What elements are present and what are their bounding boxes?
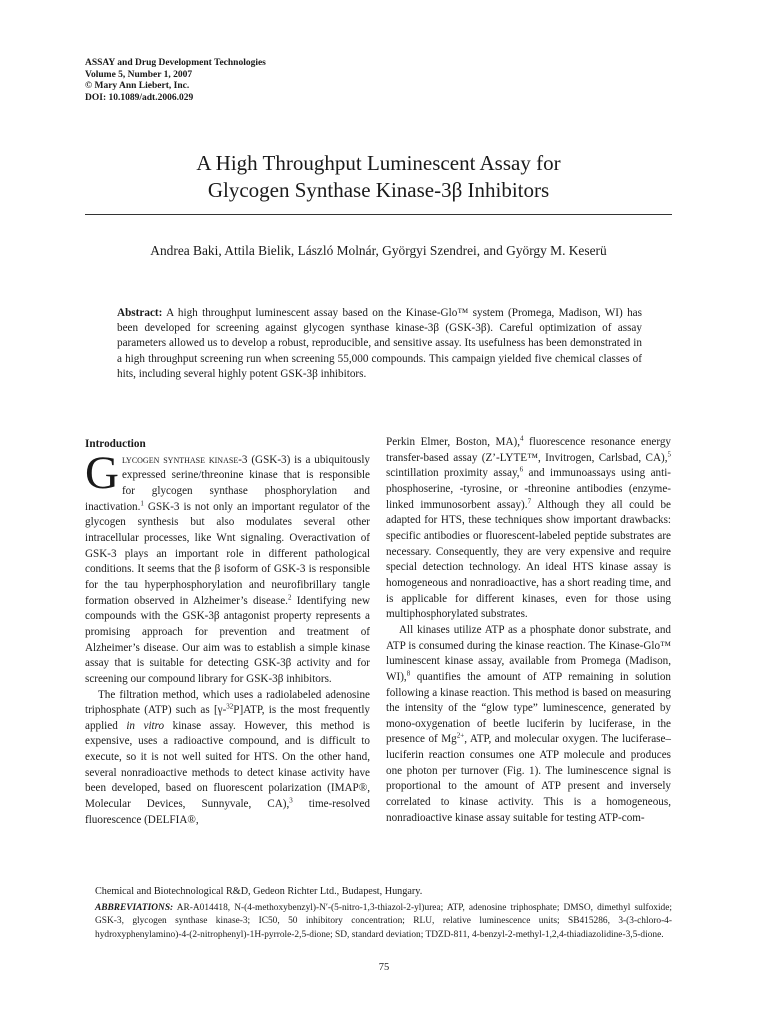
- citation-2[interactable]: 2: [287, 592, 292, 601]
- citation-6[interactable]: 6: [519, 465, 524, 474]
- journal-volume: Volume 5, Number 1, 2007: [85, 69, 193, 80]
- abbreviations-label: ABBREVIATIONS:: [95, 903, 174, 914]
- abstract-label: Abstract:: [117, 307, 163, 319]
- citation-3[interactable]: 3: [289, 796, 293, 805]
- title-line-1: A High Throughput Luminescent Assay for: [196, 151, 561, 175]
- citation-8[interactable]: 8: [406, 669, 411, 678]
- drop-cap: G: [85, 446, 119, 499]
- column-left: [85, 437, 370, 828]
- journal-name: ASSAY and Drug Development Technologies: [85, 58, 266, 68]
- author-list: Andrea Baki, Attila Bielik, László Molnár, Györgyi Szendrei, and György M. Keserü: [150, 243, 607, 258]
- abstract-text: A high throughput luminescent assay based on the Kinase-Glo™ system (Promega, Madison, WI) has been developed for screening against glycogen synthase kinase-3β (GSK-3β). Careful optimization of assay parameters allowed us to develop a robust, reproducible, and sensitive assay. Its usefulness has been demonstrated in a high throughput screening run when screening 55,000 compounds. This campaign yielded five chemical classes of hits, including several highly potent GSK-3β inhibitors.: [117, 307, 642, 380]
- article-title: [85, 150, 672, 204]
- title-divider: [85, 214, 672, 215]
- abbreviations: [85, 902, 672, 942]
- journal-copyright: © Mary Ann Liebert, Inc.: [85, 81, 190, 92]
- section-heading-introduction: Introduction: [85, 438, 146, 450]
- intro-paragraph-3: All kinases utilize ATP as a phosphate donor substrate, and ATP is consumed during the kinase reaction. The Kinase-Glo™ luminescent kinase assay, available from Promega (Madison, WI),$^8$ quantifies the amount of ATP remaining in solution following a kinase reaction. This method is based on measuring the intensity of the “glow type” luminescence, generated by mono-oxygenation of beetle luciferin by luciferase, in the presence of $Mg^{2+}$, ATP, and molecular oxygen. The luciferase–luciferin reaction consumes one ATP molecule and produces one photon per turnover (Fig. 1). The luminescence signal is proportional to the amount of ATP present and inversely correlated to kinase activity. This is a homogeneous, nonradioactive kinase assay suitable for testing ATP-com-: [386, 623, 671, 824]
- column-right: [386, 435, 671, 826]
- intro-paragraph-2: The filtration method, which uses a radiolabeled adenosine triphosphate (ATP) such as [γ-$^{32}$P]ATP, is the most frequently applied in vitro kinase assay. However, this method is expensive, uses a radioactive compound, and is difficult to execute, so it is not well suited for HTS. On the other hand, several nonradioactive methods to detect kinase activity have been developed, based on fluorescent polarization (IMAP®, Molecular Devices, Sunnyvale, CA),$^3$ time-resolved fluorescence (DELFIA®,: [85, 688, 371, 826]
- magnesium-charge: 2+: [456, 731, 465, 740]
- title-line-2: Glycogen Synthase Kinase-3β Inhibitors: [207, 178, 550, 202]
- journal-header: [85, 58, 266, 104]
- abbreviations-text: AR-A014418, N-(4-methoxybenzyl)-N′-(5-nitro-1,3-thiazol-2-yl)urea; ATP, adenosine triphosphate; DMSO, dimethyl sulfoxide; GSK-3, glycogen synthase kinase-3; IC50, 50 inhibitory concentration; RLU, relative luminescence units; SB415286, 3-(3-chloro-4-hydroxyphenylamino)-4-(2-nitrophenyl)-1H-pyrrole-2,5-dione; SD, standard deviation; TDZD-811, 4-benzyl-2-methyl-1,2,4-thiadiazolidine-3,5-dione.: [95, 903, 672, 940]
- affiliation: Chemical and Biotechnological R&D, Gedeon Richter Ltd., Budapest, Hungary.: [95, 886, 423, 897]
- citation-4[interactable]: 4: [520, 434, 524, 443]
- footnotes: [85, 885, 672, 942]
- citation-7[interactable]: 7: [527, 496, 532, 505]
- journal-doi: DOI: 10.1089/adt.2006.029: [85, 92, 194, 103]
- page-number: 75: [378, 962, 390, 973]
- italic-in-vitro: in vitro: [126, 719, 165, 732]
- citation-5[interactable]: 5: [667, 449, 671, 458]
- intro-smallcaps: lycogen synthase kinase: [121, 453, 239, 466]
- intro-paragraph-1: Glycogen synthase kinase-3 (GSK-3) is a ubiquitously expressed serine/threonine kinase that is responsible for glycogen synthase phosphorylation and inactivation.$^1$ GSK-3 is not only an important regulator of the glycogen synthesis but also modulates several other intracellular processes, like Wnt signaling. Overactivation of GSK-3 plays an important role in different pathological conditions. It seems that the β isoform of GSK-3 is responsible for the tau hyperphosphorylation and neurofibrillary tangle formation observed in Alzheimer’s disease.$^2$ Identifying new compounds with the GSK-3β antagonist property represents a promising approach for prevention and treatment of Alzheimer’s disease. Our aim was to establish a simple kinase assay that is suitable for detecting GSK-3β activity and for screening our compound library for GSK-3β inhibitors.: [85, 446, 371, 685]
- isotope-superscript: 32: [226, 702, 234, 711]
- abstract: [117, 306, 642, 382]
- citation-1[interactable]: 1: [140, 498, 144, 507]
- intro-paragraph-2-continued: Perkin Elmer, Boston, MA),$^4$ fluorescence resonance energy transfer-based assay (Z’-LYTE™, Invitrogen, Carlsbad, CA),$^5$ scintillation proximity assay,$^6$ and immunoassays using anti-phosphoserine, -tyrosine, or -threonine antibodies (enzyme-linked immunosorbent assay).$^7$ Although they all could be adapted for HTS, these techniques show important drawbacks: specific antibodies or fluorescent-labeled peptide substrates are necessary. Consequently, they are very expensive and require special detection technology. An ideal HTS kinase assay is homogeneous and nonradioactive, has a short reading time, and is applicable for different kinases, even for those using multiphosphorylated substrates.: [386, 434, 671, 621]
